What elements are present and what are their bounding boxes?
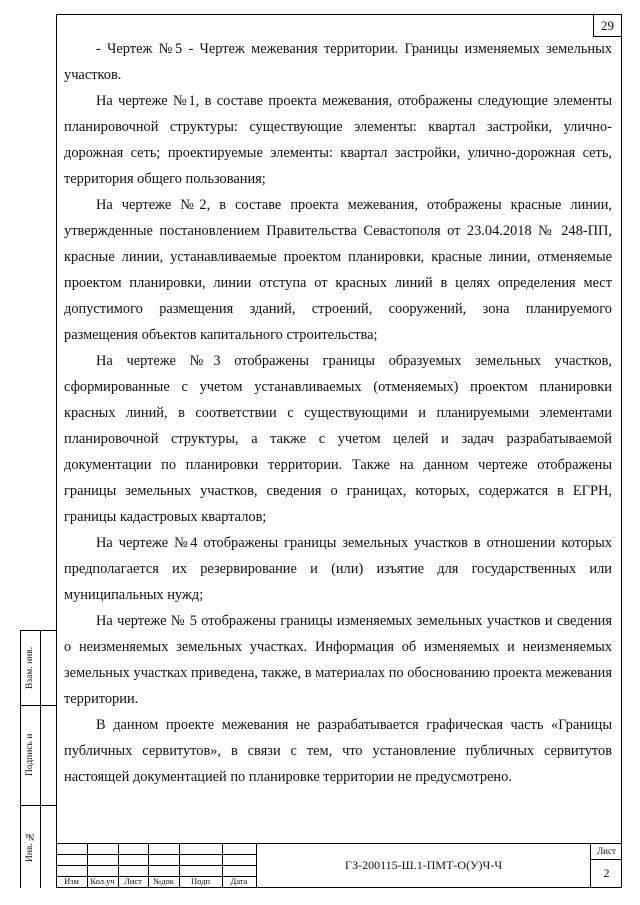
title-block (56, 843, 622, 888)
binding-strip (20, 630, 57, 888)
paragraph: На чертеже №1, в составе проекта межевания, отображены следующие элементы планировочной структуры: существующие элементы: квартал застройки, улично-дорожная сеть; проектируемые элементы: квартал застройки, улично-дорожная сеть, территория общего пользования; (64, 93, 612, 187)
revision-grid (56, 843, 256, 888)
grid-line (56, 854, 256, 855)
column-label-list: Лист (124, 876, 142, 886)
column-label-podp: Подп (190, 876, 211, 886)
paragraph: - Чертеж №5 - Чертеж межевания территории. Границы изменяемых земельных участков. (64, 41, 612, 83)
grid-line (56, 865, 256, 866)
side-label-podpis: Подпись и (25, 733, 35, 777)
paragraph: На чертеже №3 отображены границы образуемых земельных участков, сформированные с учетом устанавливаемых (отменяемых) проектом планировки красных линий, в соответствии с существующими и планируемыми элементами планировочной структуры, а также с учетом целей и задач разрабатываемой документации по планировки территории. Также на данном чертеже отображены границы земельных участков, сведения о границах, которых, содержатся в ЕГРН, границы кадастровых кварталов; (64, 353, 612, 525)
page-number: 29 (593, 14, 622, 37)
side-label-vzam-inv: Взам. инв. (25, 646, 35, 689)
document-body (64, 36, 612, 790)
sheet-number: 2 (603, 866, 610, 880)
paragraph: На чертеже №4 отображены границы земельных участков в отношении которых предполагается их резервирование и (или) изъятие для государственных или муниципальных нужд; (64, 535, 612, 603)
column-label-izm: Изм (64, 876, 79, 886)
column-label-data: Дата (230, 876, 248, 886)
strip-inner-line (40, 630, 41, 888)
document-code: ГЗ-200115-Ш.1-ПМТ-О(У)Ч-Ч (256, 843, 590, 888)
paragraph: На чертеже №2, в составе проекта межевания, отображены красные линии, утвержденные постановлением Правительства Севастополя от 23.04.2018 № 248-ПП, красные линии, устанавливаемые проектом планировки, красные линии, отменяемые проектом планировки, линии отступа от красных линий в целях определения мест допустимого размещения зданий, строений, сооружений, зона планируемого размещения объектов капитального строительства; (64, 197, 612, 343)
sheet-label: Лист (591, 843, 622, 860)
paragraph: На чертеже № 5 отображены границы изменяемых земельных участков и сведения о неизменяемых земельных участках. Информация об изменяемых и неизменяемых земельных участках приведена, также, в материалах по обоснованию проекта межевания территории. (64, 613, 612, 707)
sheet-cell (590, 843, 622, 888)
column-label-kol-uch: Кол.уч (90, 876, 115, 886)
side-label-inv-no: Инв. № (25, 830, 35, 863)
paragraph: В данном проекте межевания не разрабатывается графическая часть «Границы публичных сервитутов», в связи с тем, что установление публичных сервитутов настоящей документацией по планировке территории не предусмотрено. (64, 717, 612, 785)
column-label-no-dok: №док (153, 876, 174, 886)
